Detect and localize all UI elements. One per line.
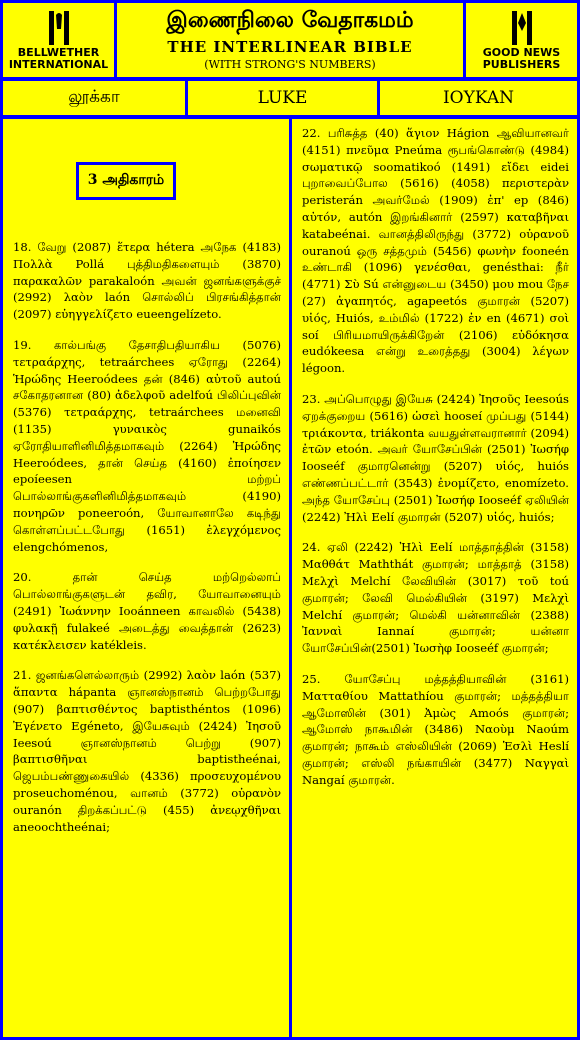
- verse-20: 20. தான் செய்த மற்றெல்லாப் பொல்லாங்குகளுடன் தவிர, யோவானையும் (2491) Ἰωάννην Iooánneen காவலில் (5438) φυλακῇ fulakeé அடைத்து வைத்தான் (2623) κατέκλεισεν katékleis.: [13, 570, 281, 652]
- tab-tamil: லூக்கா: [0, 78, 188, 118]
- right-column-text: [292, 119, 577, 806]
- title-tamil: இணைநிலை வேதாகமம்: [166, 7, 414, 33]
- verse-18: 18. வேறு (2087) ἕτερα hétera அநேக (4183) Πολλὰ Pollá புத்திமதிகளையும் (3870) παρακαλῶν parakaloón அவன் ஜனங்களுக்குச் (2992) λαὸν laón சொல்லிப் பிரசங்கித்தான் (2097) εὐηγγελίζετο eueengelízeto.: [13, 240, 281, 322]
- right-logo-line2: PUBLISHERS: [482, 58, 561, 71]
- verse-21: 21. ஜனங்களெல்லாரும் (2992) λαὸν laón (537) ἅπαντα hápanta ஞானஸ்நானம் பெற்றபோது (907) βαπτισθέντος baptisthéntos (1096) Ἐγένετο Egéneto, இயேசுவும் (2424) Ἰησοῦ Ieesoú ஞானஸ்நானம் பெற்று (907) βαπτισθῆναι baptistheénai, ஜெபம்பண்ணுகையில் (4336) προσευχομένου proseuchoménou, வானம் (3772) οὐρανὸν ouranón திறக்கப்பட்டு (455) ἀνεῳχθῆναι aneoochtheénai;: [13, 668, 281, 834]
- left-column: [0, 116, 292, 1040]
- left-logo-line2: INTERNATIONAL: [8, 58, 109, 71]
- title-subtitle: (WITH STRONG'S NUMBERS): [204, 58, 376, 71]
- verse-25: 25. யோசேப்பு மத்தத்தியாவின் (3161) Ματταθίου Mattathíou குமாரன்; மத்தத்தியா ஆமோஸின் (301) Ἀμὼς Amoós குமாரன்; ஆமோஸ் நாகூமின் (3486) Ναοὺμ Naoúm குமாரன்; நாகூம் எஸ்லியின் (2069) Ἑσλὶ Heslí குமாரன்; எஸ்லி நங்காயின் (3477) Ναγγαὶ Nangaí குமாரன்.: [302, 671, 569, 787]
- verse-22: 22. பரிசுத்த (40) ἅγιον Hágion ஆவியானவர் (4151) πνεῦμα Pneúma ரூபங்கொண்டு (4984) σωματικῷ soomatikoó (1491) εἴδει eidei புறாவைப்போல (5616) (4058) περιστερὰν peristerán அவர்மேல் (1909) ἐπ' ep (846) αὐτόν, autón இறங்கினார் (2597) καταβῆναι katabeénai. வானத்திலிருந்து (3772) οὐρανοῦ ouranoú ஒரு சத்தமும் (5456) φωνὴν fooneén உண்டாகி (1096) γενέσθαι, genésthai: நீர் (4771) Σὺ Sú என்னுடைய (3450) μου mou நேச (27) ἀγαπητός, agapeetós குமாரன் (5207) υἱός, Huiós, உம்மில் (1722) ἐν en (4671) σοὶ soí பிரியமாயிருக்கிறேன் (2106) εὐδόκησα eudókeesa என்று உரைத்தது (3004) λέγων légoon.: [302, 126, 569, 376]
- right-column: [289, 116, 580, 1040]
- good-news-figure-icon: [511, 9, 533, 47]
- title-english: THE INTERLINEAR BIBLE: [167, 38, 413, 56]
- bellwether-logo: [0, 0, 117, 80]
- bellwether-figure-icon: [48, 9, 70, 47]
- verse-23: 23. அப்பொழுது இயேசு (2424) Ἰησοῦς Ieesoús ஏறக்குறைய (5616) ὡσεὶ hooseí முப்பது (5144) τριάκοντα, triákonta வயதுள்ளவரானார் (2094) ἐτῶν etoón. அவர் யோசேப்பின் (2501) Ἰωσήφ Iooseéf குமாரனென்று (5207) υἱός, huiós எண்ணப்பட்டார் (3543) ἐνομίζετο, enomízeto. அந்த யோசேப்பு (2501) Ἰωσήφ Iooseéf ஏலியின் (2242) Ἠλὶ Eelí குமாரன் (5207) υἱός, huiós;: [302, 391, 569, 524]
- tab-greek: IOYKAN: [377, 78, 580, 118]
- verse-24: 24. ஏலி (2242) Ἠλὶ Eelí மாத்தாத்தின் (3158) Μαθθάτ Maththát குமாரன்; மாத்தாத் (3158) Μελχὶ Melchí லேவியின் (3017) τοῦ toú குமாரன்; லேவி மெல்கியின் (3197) Μελχὶ Melchí குமாரன்; மெல்கி யன்னாவின் (2388) Ἰανναὶ Iannaí குமாரன்; யன்னா யோசேப்பின்(2501) Ἰωσὴφ Iooseéf குமாரன்;: [302, 540, 569, 656]
- chapter-heading: 3 அதிகாரம்: [76, 162, 176, 200]
- left-logo-line1: BELLWETHER: [17, 46, 100, 59]
- tab-luke: LUKE: [185, 78, 380, 118]
- left-column-text: [3, 119, 289, 853]
- good-news-logo: [463, 0, 580, 80]
- verse-19: 19. கால்பங்கு தேசாதிபதியாகிய (5076) τετραάρχης, tetraárchees ஏரோது (2264) Ἡρώδης Heeroódees தன் (846) αὐτοῦ autoú சகோதரனான (80) ἀδελφοῦ adelfoú பிலிப்புவின் (5376) τετραάρχης, tetraárchees மனைவி (1135) γυναικὸς gunaikós ஏரோதியாளினிமித்தமாகவும் (2264) Ἡρώδης Heeroódees, தான் செய்த (4160) ἐποίησεν epoíeesen மற்றப் பொல்லாங்குகளினிமித்தமாகவும் (4190) πονηρῶν poneeroón, யோவானாலே கடிந்து கொள்ளப்பட்டபோது (1651) ἐλεγχόμενος elengchómenos,: [13, 337, 281, 554]
- title-panel: [114, 0, 466, 80]
- right-logo-line1: GOOD NEWS: [482, 46, 561, 59]
